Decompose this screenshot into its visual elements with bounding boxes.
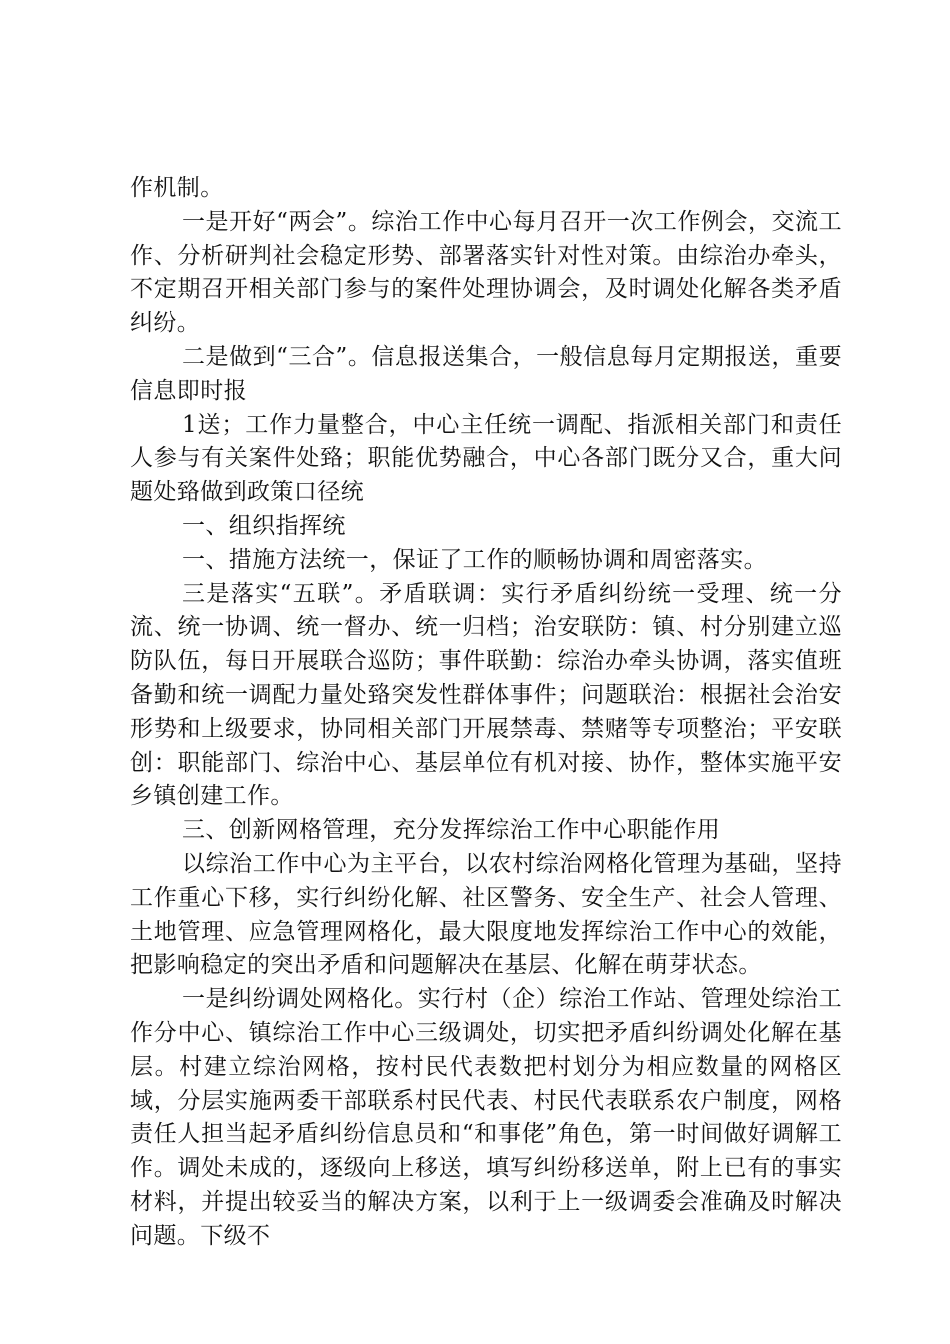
paragraph: 一、措施方法统一，保证了工作的顺畅协调和周密落实。: [182, 546, 767, 573]
document-body: [130, 172, 842, 1254]
paragraph: 以综治工作中心为主平台，以农村综治网格化管理为基础，坚持工作重心下移，实行纠纷化解、社区警务、安全生产、社会人管理、土地管理、应急管理网格化，最大限度地发挥综治工作中心的效能，把影响稳定的突出矛盾和问题解决在基层、化解在萌芽状态。: [130, 850, 842, 979]
paragraph: 一是纠纷调处网格化。实行村（企）综治工作站、管理处综治工作分中心、镇综治工作中心三级调处，切实把矛盾纠纷调处化解在基层。村建立综治网格，按村民代表数把村划分为相应数量的网格区域，分层实施两委干部联系村民代表、村民代表联系农户制度，网格责任人担当起矛盾纠纷信息员和“和事佬”角色，第一时间做好调解工作。调处未成的，逐级向上移送，填写纠纷移送单，附上已有的事实材料，并提出较妥当的解决方案，以利于上一级调委会准确及时解决问题。下级不: [130, 986, 842, 1249]
paragraph: 作机制。: [130, 175, 224, 201]
section-heading: 三、创新网格管理，充分发挥综治工作中心职能作用: [182, 817, 721, 844]
paragraph: 1送；工作力量整合，中心主任统一调配、指派相关部门和责任人参与有关案件处臵；职能优势融合，中心各部门既分又合，重大问题处臵做到政策口径统: [130, 411, 842, 506]
paragraph: 一、组织指挥统: [182, 512, 346, 539]
paragraph: 一是开好“两会”。综治工作中心每月召开一次工作例会，交流工作、分析研判社会稳定形势、部署落实针对性对策。由综治办牵头，不定期召开相关部门参与的案件处理协调会，及时调处化解各类矛盾纠纷。: [130, 208, 842, 337]
paragraph: 三是落实“五联”。矛盾联调：实行矛盾纠纷统一受理、统一分流、统一协调、统一督办、统一归档；治安联防：镇、村分别建立巡防队伍，每日开展联合巡防；事件联勤：综治办牵头协调，落实值班备勤和统一调配力量处臵突发性群体事件；问题联治：根据社会治安形势和上级要求，协同相关部门开展禁毒、禁赌等专项整治；平安联创：职能部门、综治中心、基层单位有机对接、协作，整体实施平安乡镇创建工作。: [130, 580, 842, 810]
paragraph: 二是做到“三合”。信息报送集合，一般信息每月定期报送，重要信息即时报: [130, 343, 842, 404]
